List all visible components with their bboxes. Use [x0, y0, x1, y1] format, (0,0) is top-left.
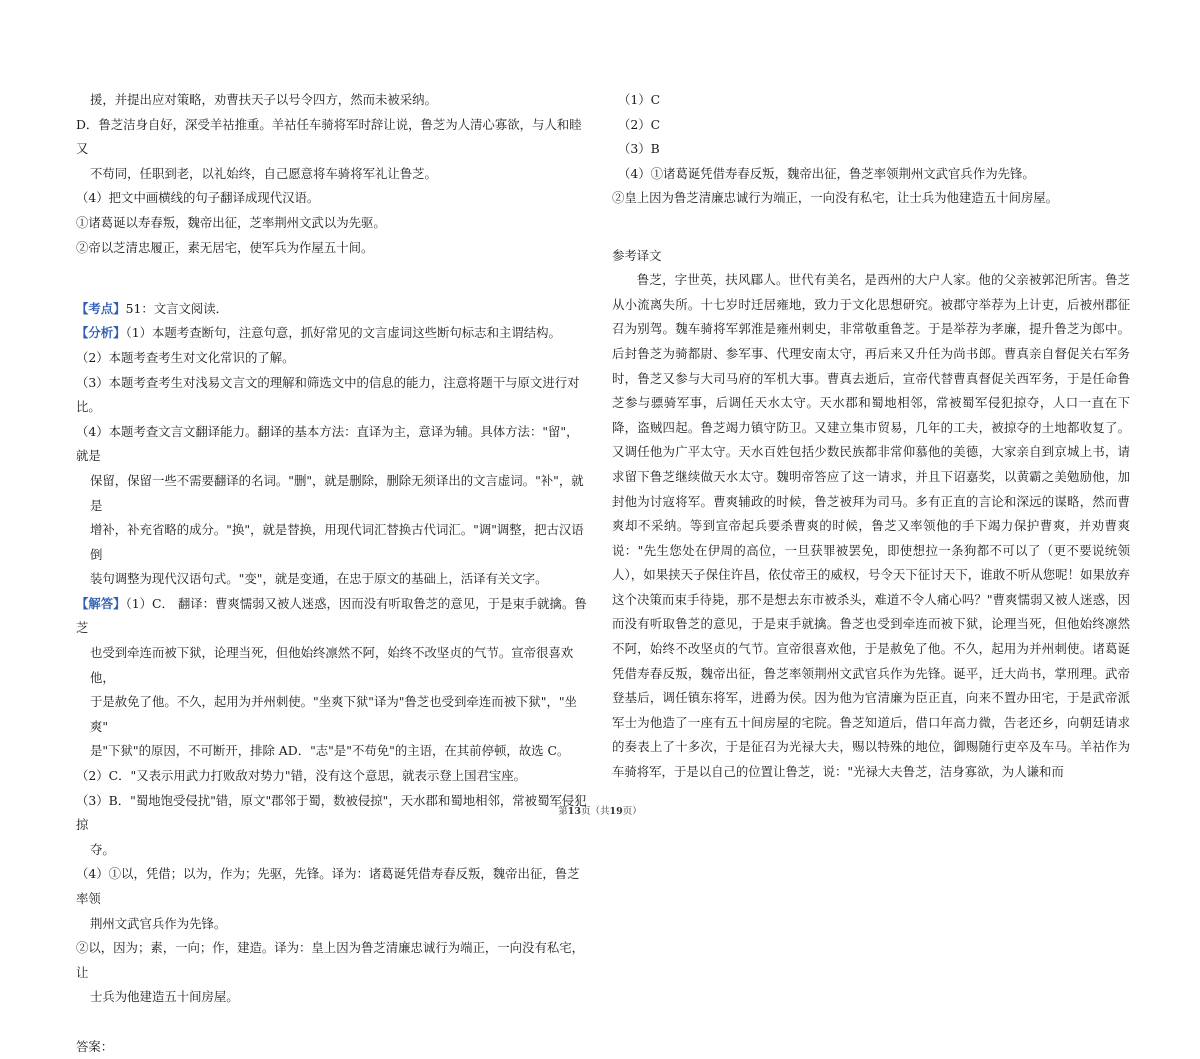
- analysis-text: （1）本题考查断句，注意句意，抓好常见的文言虚词这些断句标志和主谓结构。: [125, 325, 561, 341]
- text-line: 不苟同，任职到老，以礼始终，自己愿意将车骑将军礼让鲁芝。: [90, 165, 437, 181]
- right-column: [612, 88, 1130, 785]
- answer-line: （2）C: [618, 116, 661, 132]
- text-line: 于是赦免了他。不久，起用为并州刺使。"坐爽下狱"译为"鲁芝也受到牵连而被下狱"，"坐爽": [90, 694, 577, 734]
- text-line: 也受到牵连而被下狱，论理当死，但他始终凛然不阿，始终不改坚贞的气节。宣帝很喜欢他，: [90, 645, 574, 685]
- footer-text: 第: [558, 806, 568, 817]
- text-line: （4）把文中画横线的句子翻译成现代汉语。: [76, 190, 320, 206]
- text-line: D．鲁芝洁身自好，深受羊祜推重。羊祜任车骑将军时辞让说，鲁芝为人清心寡欲，与人和睦又: [76, 116, 582, 157]
- text-line: 士兵为他建造五十间房屋。: [90, 989, 239, 1005]
- text-line: 夺。: [90, 841, 115, 857]
- text-line: ②以，因为；素，一向；作，建造。译为：皇上因为鲁芝清廉忠诚行为端正，一向没有私宅，让: [76, 940, 585, 980]
- left-column: [76, 88, 590, 1059]
- text-line: （4）①以，凭借；以为，作为；先驱，先锋。译为：诸葛诞凭借寿春反叛，魏帝出征，鲁芝率领: [76, 866, 580, 906]
- question-tail: [76, 88, 590, 260]
- translation-text: 鲁芝，字世英，扶风郿人。世代有美名，是西州的大户人家。他的父亲被郭汜所害。鲁芝从小流离失所。十七岁时迁居雍地，致力于文化思想研究。被郡守举荐为上计吏，后被州郡征召为别驾。魏车骑将军郭淮是雍州刺史，非常敬重鲁芝。于是举荐为孝廉，提升鲁芝为郎中。后封鲁芝为骑都尉、参军事、代理安南太守，再后来又升任为尚书郎。曹真亲自督促关右军务时，鲁芝又参与大司马府的军机大事。曹真去逝后，宣帝代替曹真督促关西军务，于是任命鲁芝参与骠骑军事，后调任天水太守。天水郡和蜀地相邻，常被蜀军侵犯掠夺，人口一直在下降，盗贼四起。鲁芝竭力镇守防卫。又建立集市贸易，几年的工夫，被掠夺的土地都收复了。又调任他为广平太守。天水百姓包括少数民族都非常仰慕他的美德，大家亲自到京城上书，请求留下鲁芝继续做天水太守。魏明帝答应了这一请求，并且下诏嘉奖，以黄霸之美勉励他，加封他为讨寇将军。曹爽辅政的时候，鲁芝被拜为司马。多有正直的言论和深远的谋略，然而曹爽却不采纳。等到宣帝起兵要杀曹爽的时候，鲁芝又率领他的手下竭力保护曹爽，并劝曹爽说："先生您处在伊周的高位，一旦获罪被罢免，即使想拉一条狗都不可以了（更不要说统领人），如果挟天子保住许昌，依仗帝王的威权，号令天下征讨天下，谁敢不听从您呢！如果放弃这个决策而束手待毙，那不是想去东市被杀头，难道不令人痛心吗？"曹爽懦弱又被人迷惑，因而没有听取鲁芝的意见，于是束手就擒。鲁芝也受到牵连而被下狱，论理当死，但他始终凛然不阿，始终不改坚贞的气节。宣帝很喜欢他，于是赦免了他。不久，起用为并州刺使。诸葛诞凭借寿春反叛，魏帝出征，鲁芝率领荆州文武官兵作为先锋。诞平，迁大尚书，掌刑理。武帝登基后，调任镇东将军，进爵为侯。因为他为官清廉为臣正直，向来不置办田宅，于是武帝派军士为他造了一座有五十间房屋的宅院。鲁芝知道后，借口年高力微，告老还乡，向朝廷请求的奏表上了十多次，于是征召为光禄大夫，赐以特殊的地位，御赐随行吏卒及车马。羊祜作为车骑将军，于是以自己的位置让鲁芝，说："光禄大夫鲁芝，洁身寡欲，为人谦和而: [612, 272, 1130, 780]
- kaodian-label: 【考点】: [76, 300, 126, 316]
- answer-line: （1）C: [618, 92, 661, 107]
- kaodian-line: [76, 297, 590, 322]
- page-footer: [0, 803, 1200, 817]
- fenxi-label: 【分析】: [76, 325, 126, 341]
- kaodian-text: 51：文言文阅读．: [125, 300, 229, 316]
- solution-text: （1）C． 翻译：曹爽懦弱又被人迷惑，因而没有听取鲁芝的意见，于是束手就擒。鲁芝: [76, 595, 587, 636]
- text-line: [76, 321, 590, 346]
- text-line: （3）本题考查考生对浅易文言文的理解和筛选文中的信息的能力，注意将题干与原文进行对比。: [76, 374, 580, 415]
- text-line: 装句调整为现代汉语句式。"变"，就是变通，在忠于原文的基础上，活译有关文字。: [90, 571, 548, 587]
- answer-label: 答案：: [76, 1038, 114, 1054]
- page-number: 13: [567, 806, 581, 817]
- answer-line: ②皇上因为鲁芝清廉忠诚行为端正，一向没有私宅，让士兵为他建造五十间房屋。: [612, 190, 1059, 206]
- text-line: [76, 592, 590, 641]
- total-pages: 19: [609, 806, 623, 817]
- text-line: （3）B．"蜀地饱受侵扰"错，原文"郡邻于蜀，数被侵掠"，天水郡和蜀地相邻，常被蜀军侵犯掠: [76, 792, 587, 833]
- answer-line: （4）①诸葛诞凭借寿春反叛，魏帝出征，鲁芝率领荆州文武官兵作为先锋。: [618, 165, 1035, 181]
- text-line: 是"下狱"的原因，不可断开，排除 AD．"志"是"不苟免"的主语，在其前停顿，故选 C。: [90, 743, 570, 759]
- footer-text: 页（共: [580, 806, 610, 817]
- reference-title: 参考译文: [612, 247, 662, 263]
- answer-line: （3）B: [618, 141, 660, 157]
- footer-text: 页）: [622, 806, 642, 817]
- solution-section: [76, 592, 590, 1010]
- text-line: （2）本题考查考生对文化常识的了解。: [76, 349, 295, 365]
- text-line: 援，并提出应对策略，劝曹扶天子以号令四方，然而未被采纳。: [90, 92, 437, 107]
- jieda-label: 【解答】: [76, 595, 126, 611]
- text-line: ①诸葛诞以寿春叛，魏帝出征，芝率荆州文武以为先驱。: [76, 214, 386, 230]
- text-line: 增补，补充省略的成分。"换"，就是替换，用现代词汇替换古代词汇。"调"调整，把古汉语倒: [90, 522, 584, 562]
- analysis-section: [76, 321, 590, 592]
- text-line: 荆州文武官兵作为先锋。: [90, 915, 227, 931]
- text-line: （2）C．"又表示用武力打败敌对势力"错，没有这个意思，就表示登上国君宝座。: [76, 768, 527, 784]
- text-line: ②帝以芝清忠履正，素无居宅，使军兵为作屋五十间。: [76, 239, 374, 255]
- answers-list: [612, 88, 1130, 211]
- text-line: （4）本题考查文言文翻译能力。翻译的基本方法：直译为主，意译为辅。具体方法："留"，就是: [76, 423, 579, 464]
- text-line: 保留，保留一些不需要翻译的名词。"删"，就是删除，删除无须译出的文言虚词。"补"，就是: [90, 472, 584, 513]
